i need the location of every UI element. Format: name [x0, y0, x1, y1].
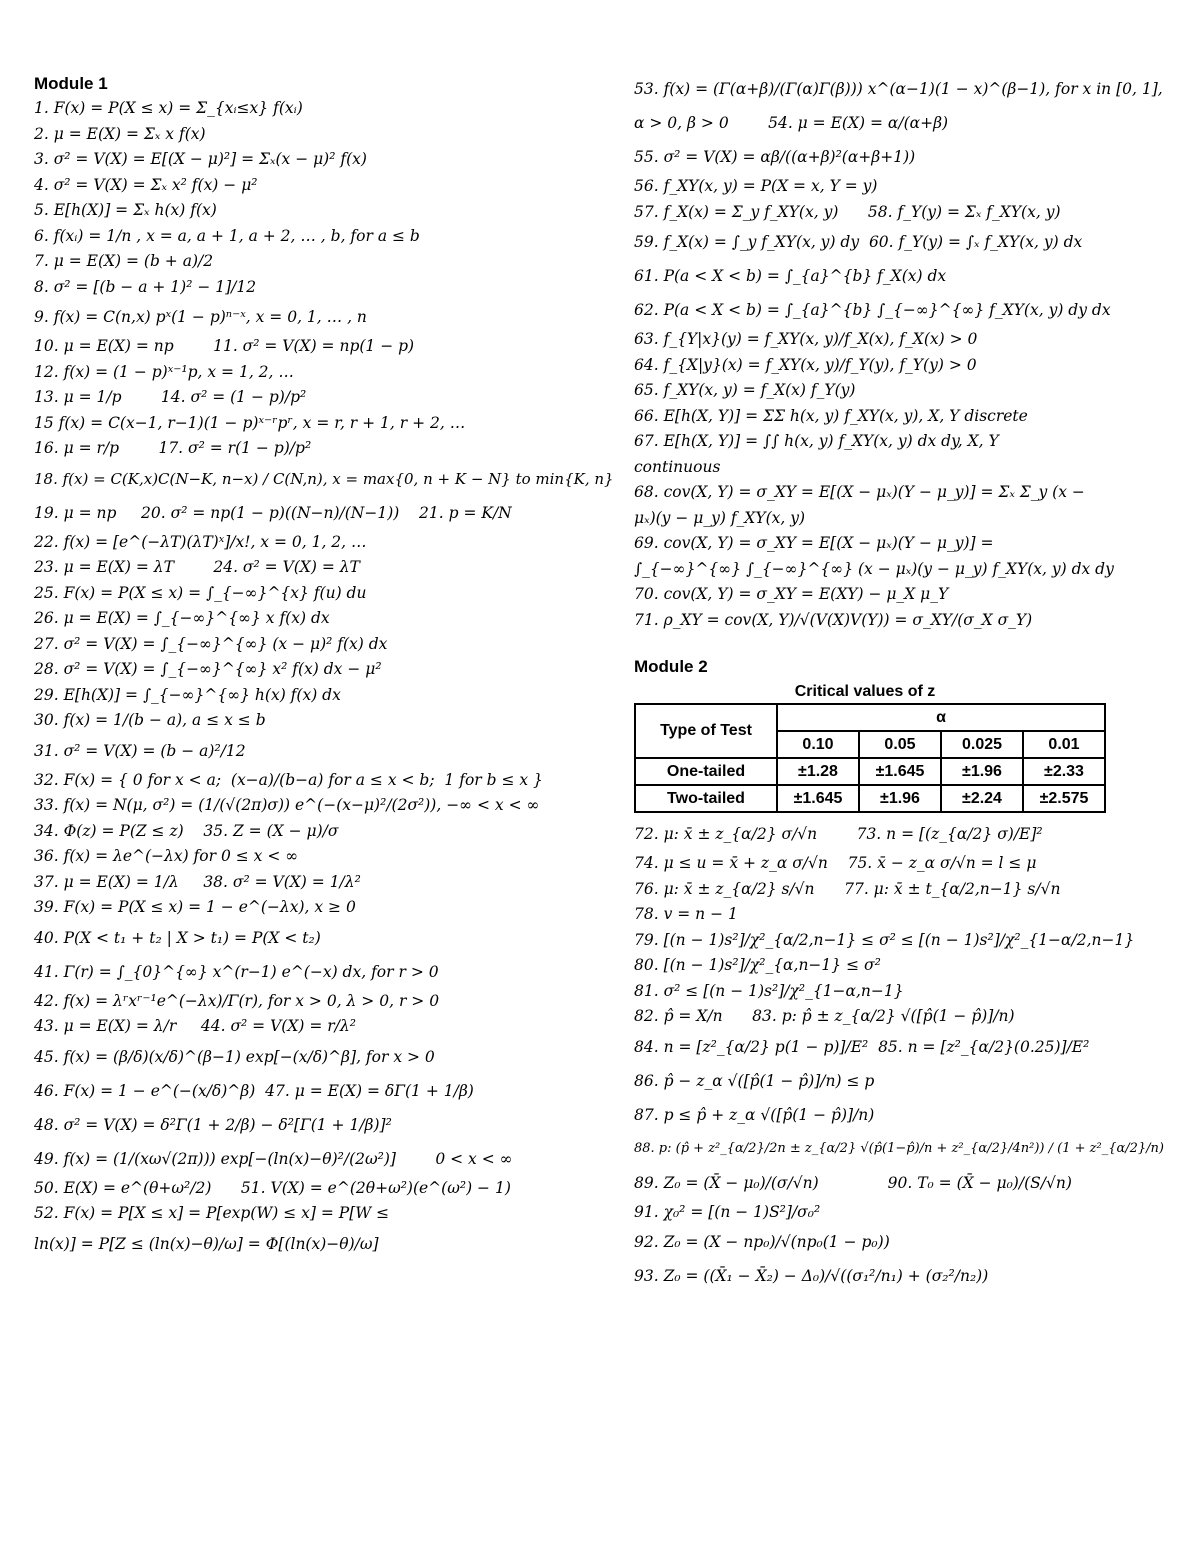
formula-line: 93. Z₀ = ((X̄₁ − X̄₂) − Δ₀)/√((σ₁²/n₁) + (σ₂²/n₂)) — [634, 1267, 989, 1285]
table-cell: ±2.575 — [1023, 785, 1105, 812]
table-cell: ±1.96 — [859, 785, 941, 812]
formula-line: 31. σ² = V(X) = (b − a)²/12 — [34, 741, 246, 760]
table-cell: ±2.24 — [941, 785, 1023, 812]
formula-line: ln(x)] = P[Z ≤ (ln(x)−θ)/ω] = Φ[(ln(x)−θ)/ω] — [34, 1234, 379, 1253]
formula-line: 32. F(x) = { 0 for x < a; (x−a)/(b−a) for a ≤ x < b; 1 for b ≤ x } — [34, 770, 543, 789]
formula-line: 57. f_X(x) = Σ_y f_XY(x, y) 58. f_Y(y) = Σₓ f_XY(x, y) — [634, 202, 1061, 221]
formula-line: 76. μ: x̄ ± z_{α/2} s/√n 77. μ: x̄ ± t_{α/2,n−1} s/√n — [634, 879, 1061, 898]
alpha-header-cell: α — [777, 704, 1105, 731]
table-cell: ±1.645 — [859, 758, 941, 785]
formula-line: 82. p̂ = X/n 83. p: p̂ ± z_{α/2} √([p̂(1 − p̂)]/n) — [634, 1007, 1015, 1025]
formula-line: 10. μ = E(X) = np 11. σ² = V(X) = np(1 − p) — [34, 337, 415, 355]
formula-line: 13. μ = 1/p 14. σ² = (1 − p)/p² — [34, 388, 307, 406]
module-2-formula-list — [634, 817, 1179, 1293]
formula-line: 15 f(x) = C(x−1, r−1)(1 − p)ˣ⁻ʳpʳ, x = r, r + 1, r + 2, … — [34, 413, 466, 432]
formula-line: 87. p ≤ p̂ + z_α √([p̂(1 − p̂)]/n) — [634, 1105, 875, 1124]
formula-line: 59. f_X(x) = ∫_y f_XY(x, y) dy 60. f_Y(y) = ∫ₓ f_XY(x, y) dx — [634, 233, 1083, 251]
alpha-level-cell: 0.025 — [941, 731, 1023, 758]
right-column — [634, 72, 1179, 1293]
formula-line: 22. f(x) = [e^(−λT)(λT)ˣ]/x!, x = 0, 1, 2, … — [34, 532, 367, 551]
formula-line: 12. f(x) = (1 − p)ˣ⁻¹p, x = 1, 2, … — [34, 362, 294, 381]
table-row — [635, 758, 1105, 785]
left-column — [34, 72, 614, 1261]
formula-line: 29. E[h(X)] = ∫_{−∞}^{∞} h(x) f(x) dx — [34, 685, 341, 704]
formula-line: 68. cov(X, Y) = σ_XY = E[(X − μₓ)(Y − μ_y)] = Σₓ Σ_y (x − — [634, 483, 1085, 501]
formula-line: 37. μ = E(X) = 1/λ 38. σ² = V(X) = 1/λ² — [34, 872, 361, 891]
formula-line: 28. σ² = V(X) = ∫_{−∞}^{∞} x² f(x) dx − μ² — [34, 660, 382, 678]
formula-line: 40. P(X < t₁ + t₂ | X > t₁) = P(X < t₂) — [34, 928, 321, 947]
formula-line: 2. μ = E(X) = Σₓ x f(x) — [34, 124, 206, 143]
formula-line: 81. σ² ≤ [(n − 1)s²]/χ²_{1−α,n−1} — [634, 981, 904, 1000]
row-label-cell: One-tailed — [635, 758, 777, 785]
formula-line: 89. Z₀ = (X̄ − μ₀)/(σ/√n) 90. T₀ = (X̄ − μ₀)/(S/√n) — [634, 1173, 1072, 1192]
formula-line: 27. σ² = V(X) = ∫_{−∞}^{∞} (x − μ)² f(x) dx — [34, 634, 388, 653]
formula-line: 65. f_XY(x, y) = f_X(x) f_Y(y) — [634, 381, 856, 399]
table-cell: ±1.645 — [777, 785, 859, 812]
formula-line: 71. ρ_XY = cov(X, Y)/√(V(X)V(Y)) = σ_XY/(σ_X σ_Y) — [634, 610, 1033, 629]
formula-line: 23. μ = E(X) = λT 24. σ² = V(X) = λT — [34, 558, 360, 576]
table-cell: ±1.96 — [941, 758, 1023, 785]
formula-line: 74. μ ≤ u = x̄ + z_α σ/√n 75. x̄ − z_α σ/√n = l ≤ μ — [634, 854, 1037, 872]
module-2-heading: Module 2 — [634, 657, 708, 676]
formula-line: 79. [(n − 1)s²]/χ²_{α/2,n−1} ≤ σ² ≤ [(n − 1)s²]/χ²_{1−α/2,n−1} — [634, 930, 1135, 949]
formula-line: 16. μ = r/p 17. σ² = r(1 − p)/p² — [34, 439, 312, 457]
table-cell: ±2.33 — [1023, 758, 1105, 785]
formula-line: 43. μ = E(X) = λ/r 44. σ² = V(X) = r/λ² — [34, 1017, 356, 1035]
formula-line: 41. Γ(r) = ∫_{0}^{∞} x^(r−1) e^(−x) dx, for r > 0 — [34, 962, 439, 981]
formula-line: 72. μ: x̄ ± z_{α/2} σ/√n 73. n = [(z_{α/2} σ)/E]² — [634, 825, 1043, 843]
formula-line: 8. σ² = [(b − a + 1)² − 1]/12 — [34, 277, 257, 296]
formula-line: α > 0, β > 0 54. μ = E(X) = α/(α+β) — [634, 114, 949, 132]
formula-line: 19. μ = np 20. σ² = np(1 − p)((N−n)/(N−1)) 21. p = K/N — [34, 503, 512, 522]
formula-line: 30. f(x) = 1/(b − a), a ≤ x ≤ b — [34, 711, 266, 729]
formula-line: 52. F(x) = P[X ≤ x] = P[exp(W) ≤ x] = P[W ≤ — [34, 1204, 390, 1222]
formula-line: 39. F(x) = P(X ≤ x) = 1 − e^(−λx), x ≥ 0 — [34, 898, 356, 916]
formula-line: 46. F(x) = 1 − e^(−(x/δ)^β) 47. μ = E(X) = δΓ(1 + 1/β) — [34, 1081, 474, 1100]
table-cell: ±1.28 — [777, 758, 859, 785]
formula-line: 53. f(x) = (Γ(α+β)/(Γ(α)Γ(β))) x^(α−1)(1 − x)^(β−1), for x in [0, 1], — [634, 80, 1163, 98]
alpha-level-cell: 0.10 — [777, 731, 859, 758]
formula-line: 86. p̂ − z_α √([p̂(1 − p̂)]/n) ≤ p — [634, 1071, 875, 1090]
formula-line: 48. σ² = V(X) = δ²Γ(1 + 2/β) − δ²[Γ(1 + 1/β)]² — [34, 1115, 392, 1134]
formula-line: 56. f_XY(x, y) = P(X = x, Y = y) — [634, 177, 878, 195]
formula-line: 80. [(n − 1)s²]/χ²_{α,n−1} ≤ σ² — [634, 956, 881, 974]
formula-line: 70. cov(X, Y) = σ_XY = E(XY) − μ_X μ_Y — [634, 585, 949, 603]
formula-line: 92. Z₀ = (X − np₀)/√(np₀(1 − p₀)) — [634, 1233, 890, 1251]
alpha-level-cell: 0.05 — [859, 731, 941, 758]
formula-line: 4. σ² = V(X) = Σₓ x² f(x) − μ² — [34, 175, 258, 194]
table-row — [635, 785, 1105, 812]
formula-line: 6. f(xᵢ) = 1/n , x = a, a + 1, a + 2, … , b, for a ≤ b — [34, 226, 420, 245]
formula-line: 55. σ² = V(X) = αβ/((α+β)²(α+β+1)) — [634, 148, 916, 166]
formula-line: 84. n = [z²_{α/2} p(1 − p)]/E² 85. n = [z²_{α/2}(0.25)]/E² — [634, 1037, 1090, 1056]
formula-line: ∫_{−∞}^{∞} ∫_{−∞}^{∞} (x − μₓ)(y − μ_y) f_XY(x, y) dx dy — [634, 559, 1114, 578]
formula-line: 62. P(a < X < b) = ∫_{a}^{b} ∫_{−∞}^{∞} f_XY(x, y) dy dx — [634, 301, 1111, 319]
formula-line: 25. F(x) = P(X ≤ x) = ∫_{−∞}^{x} f(u) du — [34, 583, 367, 602]
formula-line: 36. f(x) = λe^(−λx) for 0 ≤ x < ∞ — [34, 847, 299, 865]
formula-line: 33. f(x) = N(μ, σ²) = (1/(√(2π)σ)) e^(−(x−μ)²/(2σ²)), −∞ < x < ∞ — [34, 796, 540, 814]
formula-line: 18. f(x) = C(K,x)C(N−K, n−x) / C(N,n), x = max{0, n + K − N} to min{K, n} — [34, 469, 614, 488]
module-1-continued-formula-list — [634, 72, 1179, 633]
formula-line: 26. μ = E(X) = ∫_{−∞}^{∞} x f(x) dx — [34, 609, 330, 627]
alpha-level-cell: 0.01 — [1023, 731, 1105, 758]
formula-line: 88. p: (p̂ + z²_{α/2}/2n ± z_{α/2} √(p̂(1−p̂)/n + z²_{α/2}/4n²)) / (1 + z²_{α/2}/n) — [634, 1140, 1164, 1156]
formula-line: 49. f(x) = (1/(xω√(2π))) exp[−(ln(x)−θ)²/(2ω²)] 0 < x < ∞ — [34, 1149, 513, 1168]
formula-line: 34. Φ(z) = P(Z ≤ z) 35. Z = (X − μ)/σ — [34, 821, 339, 840]
formula-line: 63. f_{Y|x}(y) = f_XY(x, y)/f_X(x), f_X(x) > 0 — [634, 330, 978, 348]
module-1-heading: Module 1 — [34, 74, 108, 93]
formula-line: 64. f_{X|y}(x) = f_XY(x, y)/f_Y(y), f_Y(y) > 0 — [634, 355, 977, 374]
z-table-title: Critical values of z — [794, 683, 936, 700]
formula-line: 42. f(x) = λʳxʳ⁻¹e^(−λx)/Γ(r), for x > 0, λ > 0, r > 0 — [34, 991, 440, 1010]
critical-values-table — [634, 703, 1106, 813]
table-corner-cell: Type of Test — [635, 704, 777, 758]
formula-line: 50. E(X) = e^(θ+ω²/2) 51. V(X) = e^(2θ+ω²)(e^(ω²) − 1) — [34, 1178, 511, 1197]
formula-line: μₓ)(y − μ_y) f_XY(x, y) — [634, 508, 806, 527]
formula-line: 78. v = n − 1 — [634, 905, 738, 923]
formula-line: continuous — [634, 457, 721, 476]
formula-line: 1. F(x) = P(X ≤ x) = Σ_{xᵢ≤x} f(xᵢ) — [34, 99, 303, 117]
formula-line: 91. χ₀² = [(n − 1)S²]/σ₀² — [634, 1202, 821, 1221]
row-label-cell: Two-tailed — [635, 785, 777, 812]
formula-line: 45. f(x) = (β/δ)(x/δ)^(β−1) exp[−(x/δ)^β], for x > 0 — [34, 1047, 435, 1066]
formula-line: 3. σ² = V(X) = E[(X − μ)²] = Σₓ(x − μ)² f(x) — [34, 150, 367, 168]
module-1-formula-list — [34, 96, 614, 1261]
table-header-row — [635, 704, 1105, 731]
formula-line: 66. E[h(X, Y)] = ΣΣ h(x, y) f_XY(x, y), X, Y discrete — [634, 406, 1028, 425]
formula-line: 61. P(a < X < b) = ∫_{a}^{b} f_X(x) dx — [634, 267, 947, 285]
formula-line: 5. E[h(X)] = Σₓ h(x) f(x) — [34, 201, 217, 219]
formula-line: 69. cov(X, Y) = σ_XY = E[(X − μₓ)(Y − μ_y)] = — [634, 534, 994, 552]
formula-line: 7. μ = E(X) = (b + a)/2 — [34, 252, 214, 270]
formula-line: 67. E[h(X, Y)] = ∫∫ h(x, y) f_XY(x, y) dx dy, X, Y — [634, 432, 999, 450]
formula-line: 9. f(x) = C(n,x) pˣ(1 − p)ⁿ⁻ˣ, x = 0, 1, … , n — [34, 308, 367, 326]
